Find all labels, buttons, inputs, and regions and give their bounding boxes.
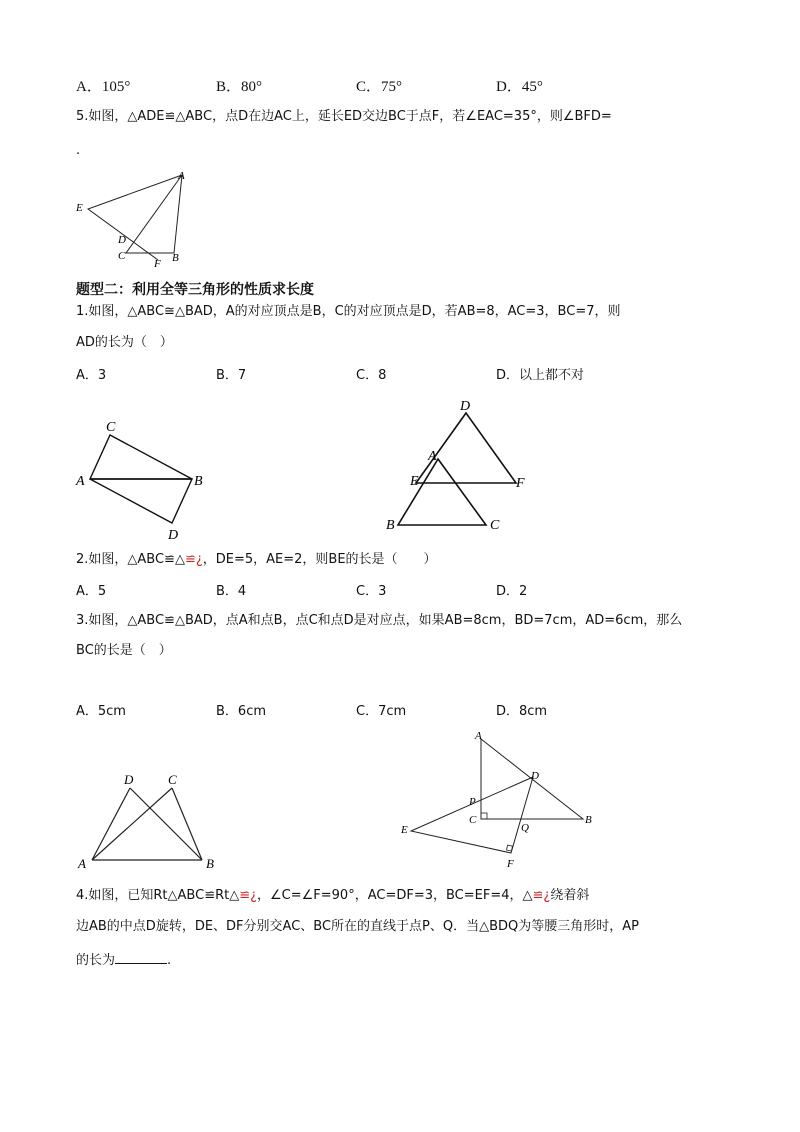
s2q1-option-a: A．3	[76, 368, 107, 383]
q5-triangle-abc	[126, 175, 182, 253]
s2q3-line2: BC的长是（ ）	[76, 643, 172, 658]
s2q2-option-c: C．3	[356, 584, 387, 599]
s2q3-option-d: D．8cm	[496, 704, 548, 719]
s2q3-option-c: C．7cm	[356, 704, 407, 719]
s2q2-option-a: A．5	[76, 584, 107, 599]
s2q1-figure	[70, 415, 220, 545]
s2q3-label-c: C	[168, 772, 177, 787]
s2q2-label-c: C	[490, 518, 500, 533]
s2q1-line2: AD的长为（ ）	[76, 335, 173, 350]
q5-label-c: C	[118, 250, 126, 262]
s2q1-label-d: D	[168, 528, 179, 543]
s2q1-label-a: A	[76, 474, 85, 489]
s2q4-label-c: C	[469, 814, 477, 826]
s2q2-label-b: B	[386, 518, 395, 533]
s2q1-option-d: D．以上都不对	[496, 368, 585, 383]
s2q4-line3-end: .	[167, 953, 172, 968]
s2q2-label-f: F	[516, 476, 525, 491]
q5-figure	[70, 165, 200, 275]
s2q3-line-bc	[172, 788, 202, 860]
s2q4-text-e: 绕着斜	[550, 888, 590, 903]
option-b: B．80°	[216, 79, 263, 95]
q5-label-a: A	[178, 170, 185, 182]
s2q4-garbled-char-2: ≌¿	[532, 888, 551, 903]
s2q1-option-b: B．7	[216, 368, 247, 383]
s2q4-label-b: B	[585, 814, 592, 826]
q5-label-e: E	[76, 202, 83, 214]
s2q1-option-c: C．8	[356, 368, 387, 383]
s2q1-triangle-abc	[90, 435, 192, 479]
s2q2-triangle-abc	[398, 459, 486, 525]
s2q3-label-a: A	[78, 856, 86, 871]
s2q2-line1	[76, 551, 437, 569]
s2q3-figure	[70, 770, 230, 880]
s2q4-label-q: Q	[521, 822, 529, 834]
s2q4-line2: 边AB的中点D旋转，DE、DF分别交AC、BC所在的直线于点P、Q．当△BDQ为等腰三角形时，AP	[76, 919, 640, 934]
s2q2-label-d: D	[460, 399, 471, 414]
s2q2-figure	[380, 395, 540, 540]
option-d: D．45°	[496, 79, 543, 95]
s2q4-label-d: D	[531, 770, 539, 782]
option-a: A．105°	[76, 79, 131, 95]
s2q4-answer-blank	[115, 951, 167, 964]
s2q2-label-e: E	[410, 474, 419, 489]
q5-label-b: B	[172, 252, 179, 264]
s2q4-text-c: ，∠C=∠F=90°，AC=DF=3，BC=EF=4，△	[257, 888, 533, 903]
s2q4-line3	[76, 951, 171, 970]
s2q4-right-angle-f	[507, 845, 513, 851]
s2q3-line-bd	[130, 788, 202, 860]
s2q4-label-f: F	[507, 858, 514, 870]
q5-label-f: F	[154, 258, 161, 270]
option-c: C．75°	[356, 79, 403, 95]
s2q3-line-ad	[92, 788, 130, 860]
s2q4-figure	[395, 725, 615, 875]
s2q1-label-c: C	[106, 420, 116, 435]
s2q4-label-e: E	[401, 824, 408, 836]
s2q2-text-c: ，DE=5，AE=2，则BE的长是（ ）	[202, 552, 437, 567]
s2q3-option-a: A．5cm	[76, 704, 126, 719]
section-title: 题型二：利用全等三角形的性质求长度	[76, 282, 314, 298]
q5-line-ae-ef	[88, 175, 182, 260]
s2q3-line-ac	[92, 788, 172, 860]
s2q2-option-d: D．2	[496, 584, 528, 599]
s2q4-label-a: A	[475, 730, 482, 742]
s2q4-label-p: P	[469, 796, 476, 808]
s2q2-garbled-char: ≌¿	[184, 552, 203, 567]
s2q3-line1: 3.如图，△ABC≌△BAD，点A和点B，点C和点D是对应点，如果AB=8cm，BD=7cm，AD=6cm，那么	[76, 613, 683, 628]
s2q4-garbled-char-1: ≌¿	[239, 888, 258, 903]
q5-line2: .	[76, 143, 81, 158]
s2q1-label-b: B	[194, 474, 203, 489]
s2q2-triangle-def	[416, 413, 516, 483]
s2q2-text-a: 2.如图，△ABC≌△	[76, 552, 185, 567]
s2q4-right-angle-c	[481, 813, 487, 819]
s2q4-text-a: 4.如图，已知Rt△ABC≌Rt△	[76, 888, 240, 903]
s2q2-option-b: B．4	[216, 584, 247, 599]
s2q4-line1	[76, 887, 589, 905]
q5-label-d: D	[118, 234, 126, 246]
s2q3-option-b: B．6cm	[216, 704, 267, 719]
s2q4-line3-text: 的长为	[76, 953, 116, 968]
s2q2-label-a: A	[428, 449, 437, 464]
s2q1-triangle-bad	[90, 479, 192, 523]
s2q3-label-d: D	[124, 772, 134, 787]
s2q3-label-b: B	[206, 856, 214, 871]
q5-line1: 5.如图，△ADE≌△ABC，点D在边AC上，延长ED交边BC于点F，若∠EAC=35°，则∠BFD=	[76, 109, 612, 124]
s2q1-line1: 1.如图，△ABC≅△BAD，A的对应顶点是B，C的对应顶点是D，若AB=8，AC=3，BC=7，则	[76, 304, 621, 319]
